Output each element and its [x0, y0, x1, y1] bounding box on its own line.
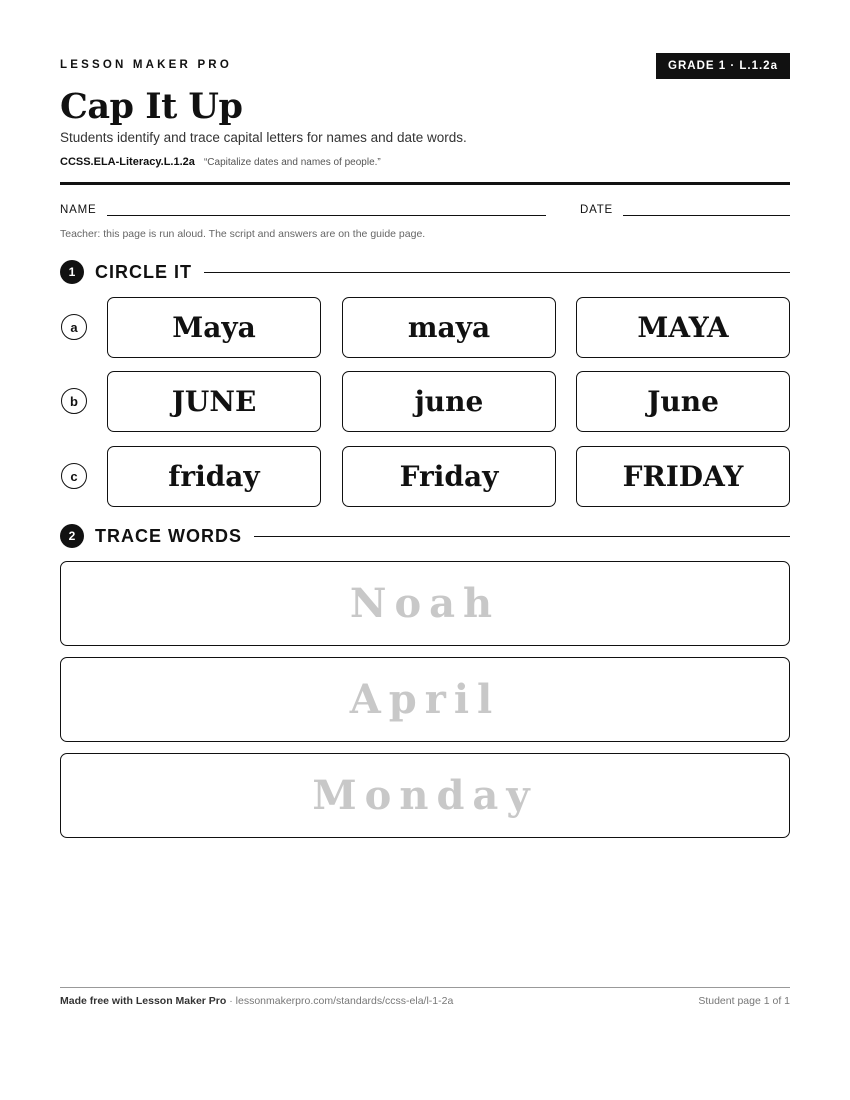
word-option[interactable]: maya [342, 297, 556, 358]
brand-name: LESSON MAKER PRO [60, 59, 232, 71]
date-label: DATE [580, 204, 614, 216]
word-option[interactable]: JUNE [107, 371, 321, 432]
word-option[interactable]: friday [107, 446, 321, 507]
page-subtitle: Students identify and trace capital letters for names and date words. [60, 130, 467, 145]
section-title: TRACE WORDS [95, 525, 242, 546]
word-option[interactable]: June [576, 371, 790, 432]
trace-word-box[interactable]: Monday [60, 753, 790, 838]
word-option[interactable]: Maya [107, 297, 321, 358]
standard-reference [60, 156, 381, 168]
word-option[interactable]: FRIDAY [576, 446, 790, 507]
standard-quote: “Capitalize dates and names of people.” [203, 157, 381, 168]
name-label: NAME [60, 204, 97, 216]
header-divider [60, 182, 790, 185]
trace-word-box[interactable]: April [60, 657, 790, 742]
teacher-note: Teacher: this page is run aloud. The script and answers are on the guide page. [60, 228, 426, 240]
section-trace-words-header [60, 524, 790, 548]
section-title: CIRCLE IT [95, 261, 192, 282]
footer-url[interactable]: · lessonmakerpro.com/standards/ccss-ela/l-1-2a [226, 995, 454, 1007]
footer-divider [60, 987, 790, 988]
row-letter-b: b [61, 388, 87, 414]
word-option[interactable]: Friday [342, 446, 556, 507]
section-rule [254, 536, 790, 537]
footer-credit [60, 995, 453, 1007]
row-letter-c: c [61, 463, 87, 489]
page-title: Cap It Up [60, 86, 243, 127]
name-field[interactable] [107, 215, 546, 216]
date-field[interactable] [623, 215, 790, 216]
word-option[interactable]: MAYA [576, 297, 790, 358]
word-option[interactable]: june [342, 371, 556, 432]
standard-code: CCSS.ELA-Literacy.L.1.2a [60, 156, 195, 168]
section-circle-it-header [60, 260, 790, 284]
section-rule [204, 272, 790, 273]
footer-page-number: Student page 1 of 1 [698, 995, 790, 1007]
row-letter-a: a [61, 314, 87, 340]
section-number-badge: 2 [60, 524, 84, 548]
section-number-badge: 1 [60, 260, 84, 284]
footer-made-with: Made free with Lesson Maker Pro [60, 995, 227, 1007]
grade-badge: GRADE 1 · L.1.2a [656, 53, 790, 79]
trace-word-box[interactable]: Noah [60, 561, 790, 646]
